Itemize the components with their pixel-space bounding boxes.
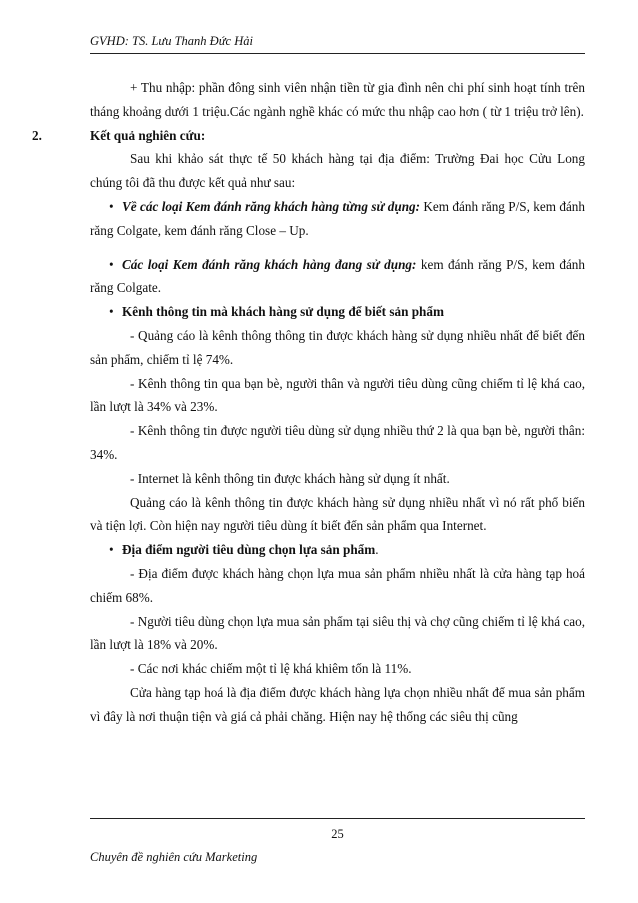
section-heading (32, 124, 585, 148)
survey-intro: Sau khi khảo sát thực tế 50 khách hàng tại địa điểm: Trường Đai học Cửu Long chúng tôi đã thu được kết quả như sau: (90, 151, 585, 191)
income-paragraph: + Thu nhập: phần đông sinh viên nhận tiền từ gia đình nên chi phí sinh hoạt tính trên tháng khoảng dưới 1 triệu.Các ngành nghề khác có mức thu nhập cao hơn ( từ 1 triệu trở lên). (90, 80, 585, 119)
section-number: 2. (32, 127, 42, 143)
bullet-title: Về các loại Kem đánh răng khách hàng từng sử dụng: (122, 198, 421, 214)
document-body (32, 76, 585, 729)
bullet-icon: • (109, 304, 114, 320)
channel-item: - Quảng cáo là kênh thông thông tin được khách hàng sử dụng nhiều nhất để biết đến sản phẩm, chiếm tỉ lệ 74%. (90, 327, 585, 367)
bullet-used-brands (90, 195, 585, 243)
channel-item: - Kênh thông tin được người tiêu dùng sử dụng nhiều thứ 2 là qua bạn bè, người thân: 34%. (90, 423, 585, 462)
bullet-suffix: . (375, 542, 379, 558)
location-item: - Người tiêu dùng chọn lựa mua sản phẩm tại siêu thị và chợ cũng chiếm tỉ lệ khá cao, lần lượt là 18% và 20%. (90, 613, 585, 653)
footer-divider (90, 818, 585, 819)
section-title: Kết quả nghiên cứu: (90, 127, 206, 143)
page-header: GVHD: TS. Lưu Thanh Đức Hải (90, 34, 585, 54)
bullet-info-channels (90, 300, 585, 324)
bullet-text: Kem đánh răng P/S, kem đánh răng Colgate, kem đánh răng Close – Up. (90, 198, 585, 238)
channel-item: - Kênh thông tin qua bạn bè, người thân và người tiêu dùng cũng chiếm tỉ lệ khá cao, lần lượt là 34% và 23%. (90, 375, 585, 415)
bullet-icon: • (109, 198, 114, 214)
bullet-current-brands (90, 253, 585, 301)
location-summary: Cửa hàng tạp hoá là địa điểm được khách hàng lựa chọn nhiều nhất để mua sản phẩm vì đây là nơi thuận tiện và giá cả phải chăng. Hiện nay hệ thống các siêu thị cũng (90, 684, 585, 724)
channel-item: - Internet là kênh thông tin được khách hàng sử dụng ít nhất. (130, 470, 450, 486)
bullet-icon: • (109, 542, 114, 558)
location-item: - Địa điểm được khách hàng chọn lựa mua sản phẩm nhiều nhất là cửa hàng tạp hoá chiếm 68%. (90, 565, 585, 605)
bullet-title: Địa điểm người tiêu dùng chọn lựa sản phẩm (122, 542, 376, 558)
location-item: - Các nơi khác chiếm một tỉ lệ khá khiêm tốn là 11%. (130, 661, 412, 677)
channel-summary: Quảng cáo là kênh thông tin được khách hàng sử dụng nhiều nhất vì nó rất phổ biến và tiện lợi. Còn hiện nay người tiêu dùng ít biết đến sản phẩm qua Internet. (90, 494, 585, 534)
spacer (90, 243, 585, 253)
bullet-title: Các loại Kem đánh răng khách hàng đang sử dụng: (122, 256, 417, 272)
bullet-purchase-locations (90, 538, 585, 562)
bullet-title: Kênh thông tin mà khách hàng sử dụng để biết sản phẩm (122, 304, 444, 320)
bullet-icon: • (109, 256, 114, 272)
page-footer: Chuyên đề nghiên cứu Marketing (90, 850, 258, 864)
bullet-text: kem đánh răng P/S, kem đánh răng Colgate. (90, 256, 585, 296)
page-number: 25 (331, 827, 344, 841)
